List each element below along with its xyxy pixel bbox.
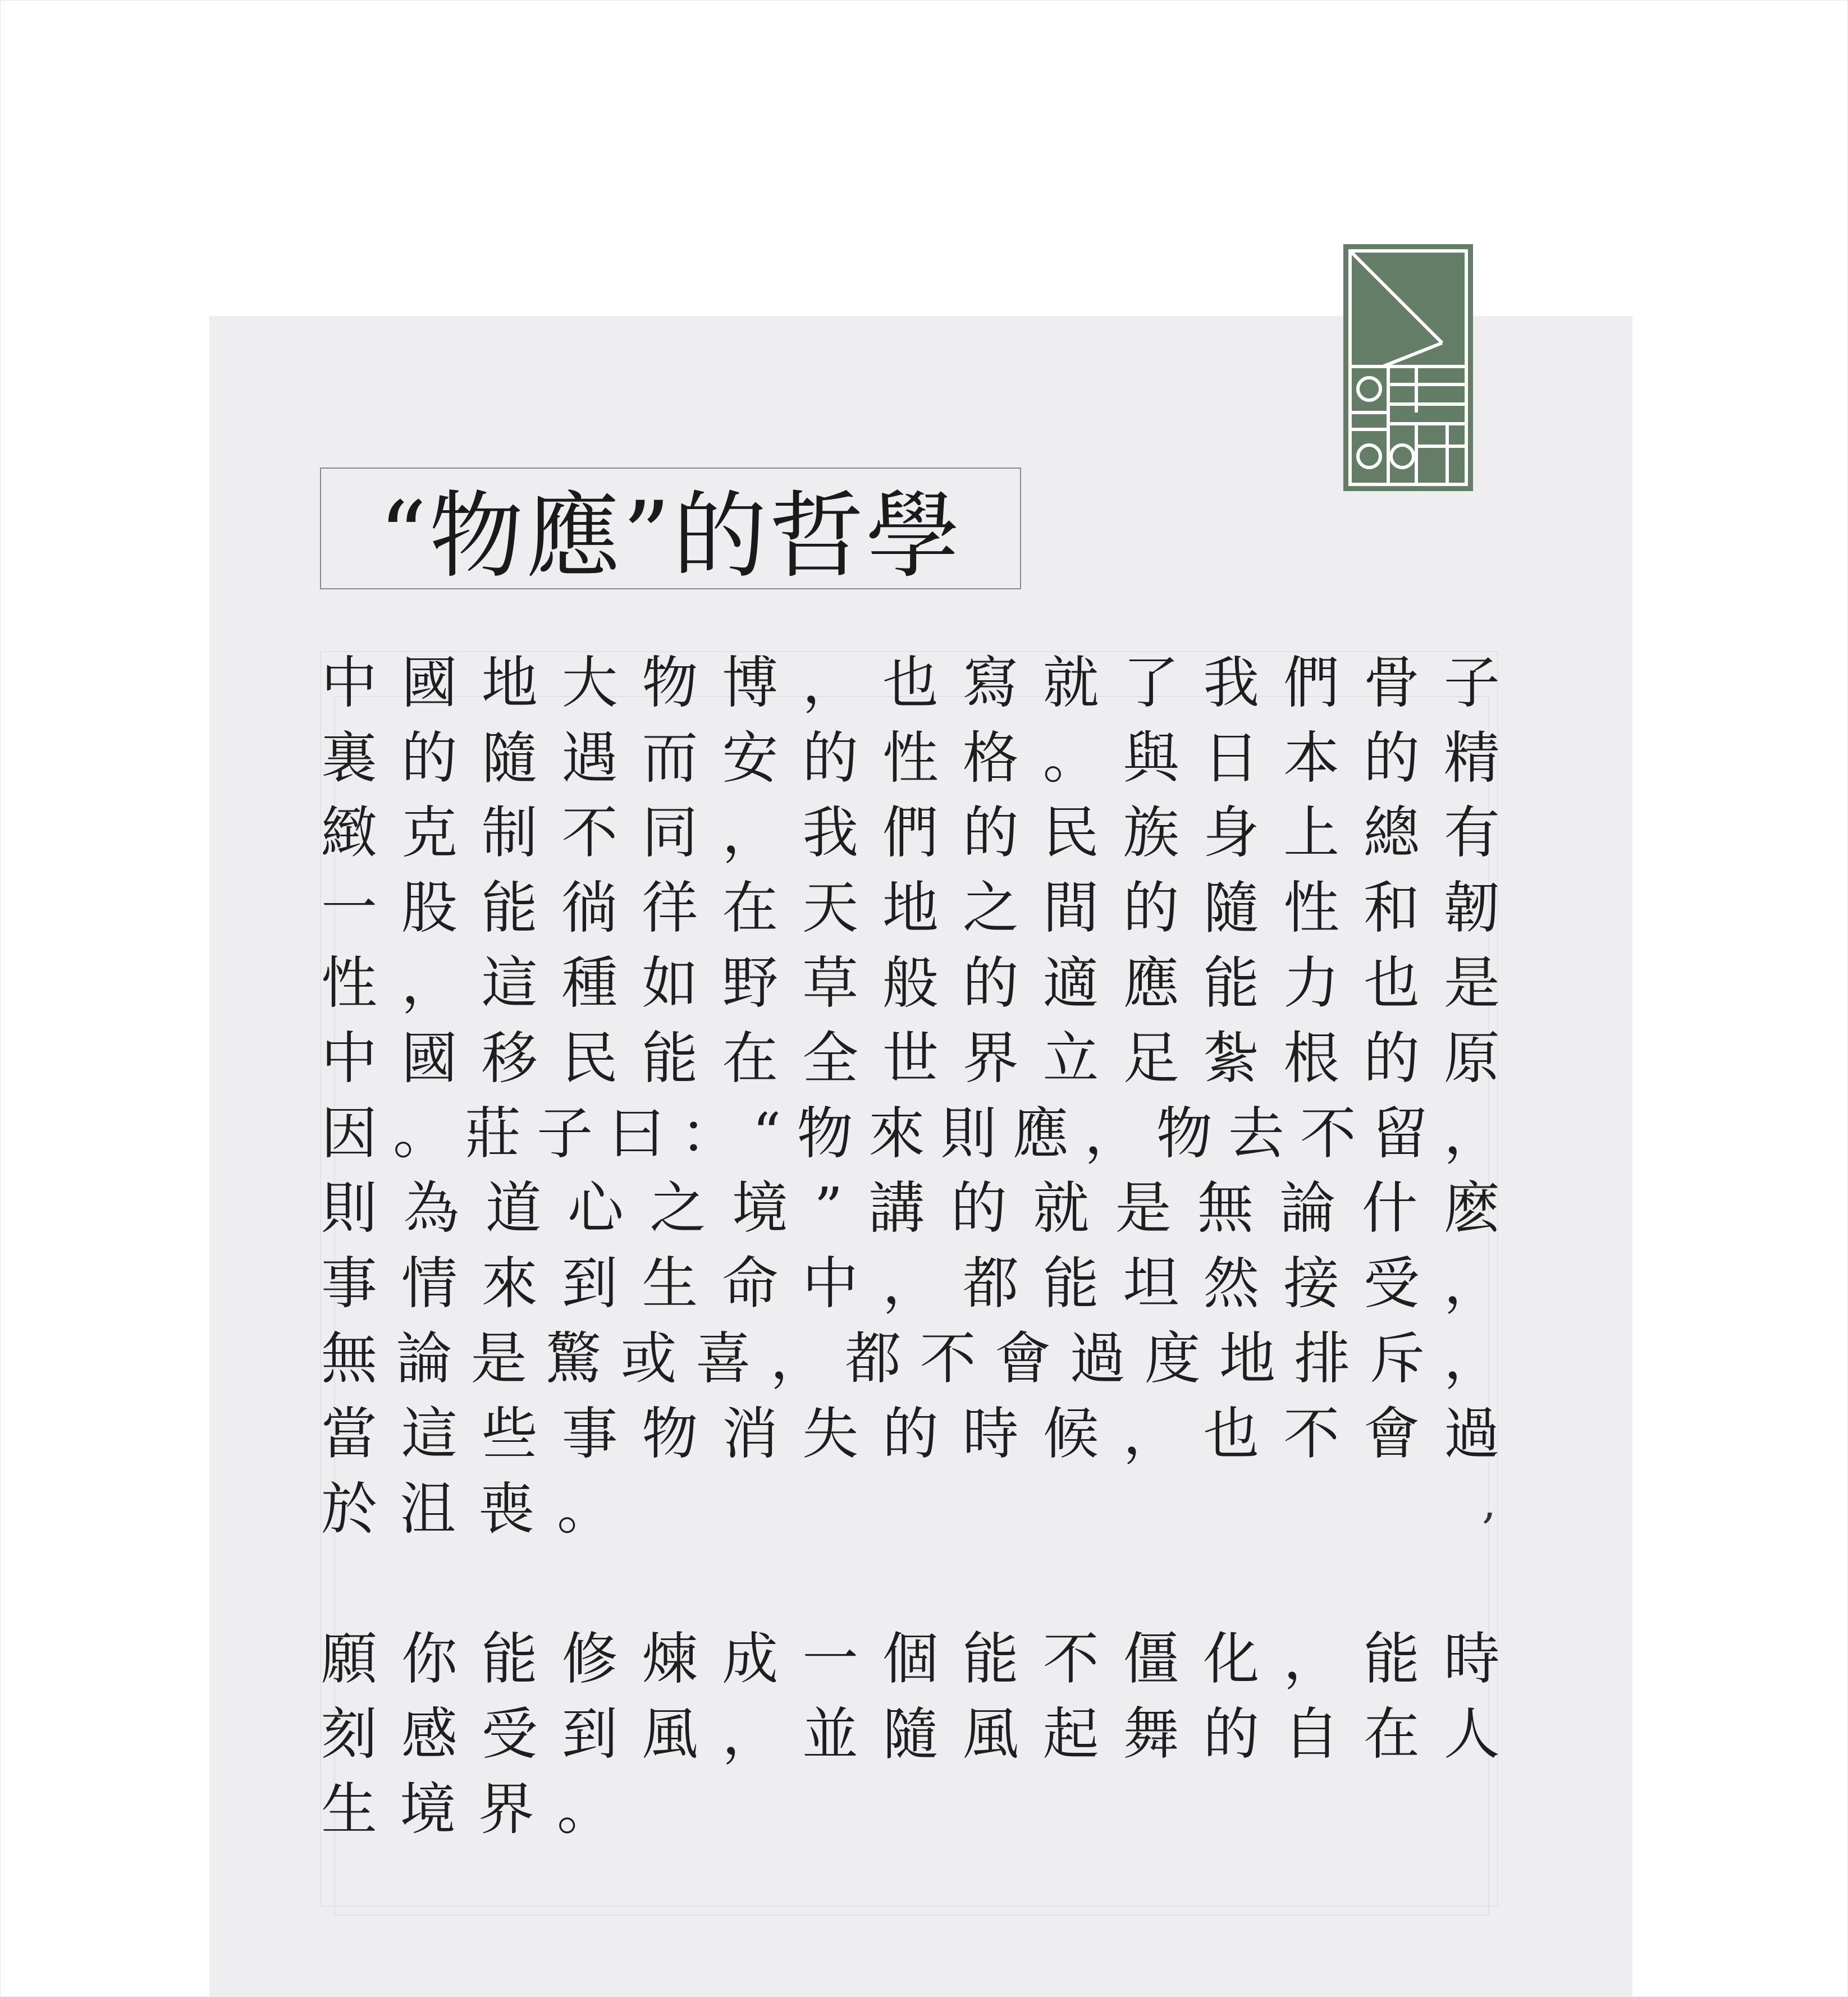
seal-logo-icon [1343, 244, 1473, 491]
text-line: 中 國 移 民 能 在 全 世 界 立 足 紮 根 的 原 [321, 1025, 1500, 1091]
text-line: 則 為 道 心 之 境 ” 講 的 就 是 無 論 什 麽 [321, 1175, 1500, 1242]
title-box [320, 468, 1021, 589]
page-title: “物應”的哲學 [378, 481, 963, 591]
text-line: 當 這 些 事 物 消 失 的 時 候 ， 也 不 會 過 [321, 1400, 1500, 1467]
body-text [321, 645, 1500, 1847]
text-line: 刻 感 受 到 風 ， 並 隨 風 起 舞 的 自 在 人 [321, 1701, 1500, 1767]
text-line: 中 國 地 大 物 博 ， 也 寫 就 了 我 們 骨 子 [321, 649, 1500, 716]
paragraph-gap [321, 1547, 1500, 1622]
text-line: 願 你 能 修 煉 成 一 個 能 不 僵 化 ， 能 時 [321, 1626, 1500, 1692]
text-line: 於 沮 喪 。 [321, 1476, 613, 1542]
text-line: 無 論 是 驚 或 喜 ， 都 不 會 過 度 地 排 斥 ， [321, 1326, 1500, 1392]
text-line: 生 境 界 。 [321, 1776, 613, 1842]
text-line: 一 股 能 徜 徉 在 天 地 之 間 的 隨 性 和 韌 [321, 875, 1500, 941]
text-line: 裏 的 隨 遇 而 安 的 性 格 。 與 日 本 的 精 [321, 725, 1500, 791]
stray-comma-mark: , [1482, 1476, 1497, 1528]
text-line: 事 情 來 到 生 命 中 ， 都 能 坦 然 接 受 ， [321, 1251, 1500, 1317]
text-line: 緻 克 制 不 同 ， 我 們 的 民 族 身 上 總 有 [321, 800, 1500, 866]
text-line: 性 ， 這 種 如 野 草 般 的 適 應 能 力 也 是 [321, 950, 1500, 1016]
text-line: 因 。 莊 子 曰 ： “ 物 來 則 應 ， 物 去 不 留 ， [321, 1100, 1500, 1166]
